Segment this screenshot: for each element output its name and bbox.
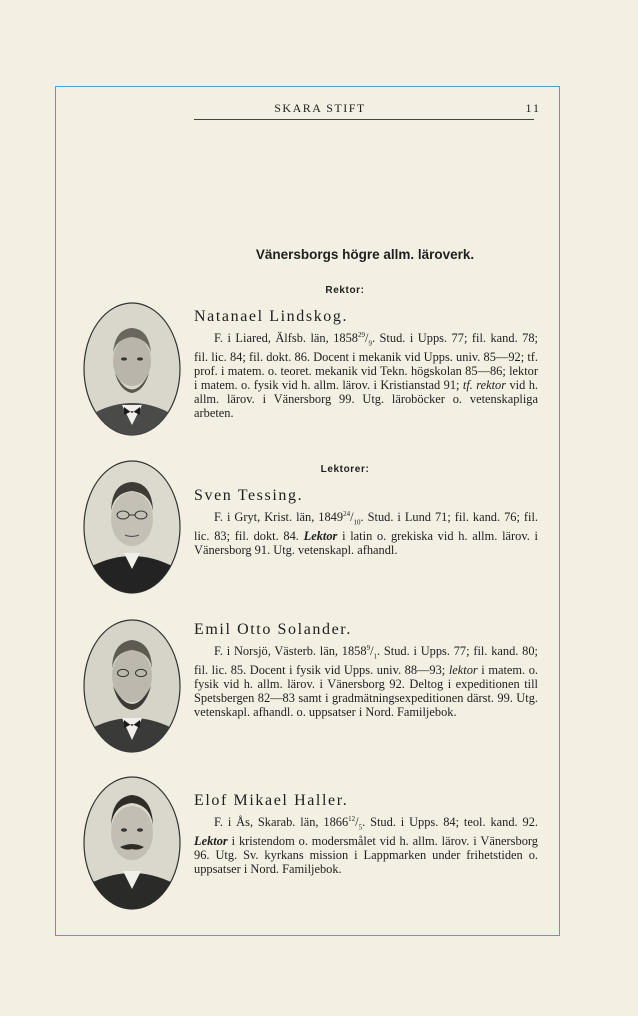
entry-1 xyxy=(194,308,538,420)
entry-name: Natanael Lindskog. xyxy=(194,308,349,325)
page-number: 11 xyxy=(525,101,541,115)
entry-4 xyxy=(194,792,538,877)
running-head: SKARA STIFT xyxy=(274,101,366,115)
entry-name: Emil Otto Solander. xyxy=(194,621,352,638)
entry-2 xyxy=(194,487,538,558)
header-rule xyxy=(194,119,534,120)
school-title: Vänersborgs högre allm. läroverk. xyxy=(255,247,475,262)
entry-name: Sven Tessing. xyxy=(194,487,304,504)
portrait-1 xyxy=(82,301,182,437)
entry-text: F. i Norsjö, Västerb. län, $1858^9/_1$. Stud. i Upps. 77; fil. kand. 80; fil. lic. 85. Docent i fysik vid Upps. univ. 88—93; lektor i matem. o. fysik vid h. allm. lärov. i Vänersborg 92. Deltog i expeditionen till Spetsbergen 82—83 samt i gradmätningsexpeditionen därst. 99. Utg. vetenskapl. afhandl. o. uppsatser i Nord. Familjebok. xyxy=(194,644,538,719)
entry-text: F. i Ås, Skarab. län, $1866^{12}/_5$. Stud. i Upps. 84; teol. kand. 92. Lektor i kristendom o. modersmålet vid h. allm. lärov. i Vänersborg 96. Utg. Sv. kyrkans mission i Lappmarken under frihetstiden o. uppsatser i Nord. Familjebok. xyxy=(194,815,538,876)
portrait-2 xyxy=(82,459,182,595)
entry-name: Elof Mikael Haller. xyxy=(194,792,349,809)
portrait-4 xyxy=(82,775,182,911)
section-label-rektor: Rektor: xyxy=(325,285,365,296)
section-label-lektorer: Lektorer: xyxy=(320,464,370,475)
entry-text: F. i Gryt, Krist. län, $1849^{24}/_{10}$. Stud. i Lund 71; fil. kand. 76; fil. lic. 83; fil. dokt. 84. Lektor i latin o. grekiska vid h. allm. lärov. i Vänersborg 91. Utg. vetenskapl. afhandl. xyxy=(194,510,538,558)
portrait-3 xyxy=(82,618,182,754)
entry-text: F. i Liared, Älfsb. län, $1858^{29}/_9$. Stud. i Upps. 77; fil. kand. 78; fil. lic. 84; fil. dokt. 86. Docent i mekanik vid Upps. univ. 85—92; tf. prof. i matem. o. teoret. mekanik vid Tekn. högskolan 85—86; lektor i matem. o. fysik vid h. allm. lärov. i Kristianstad 91; tf. rektor vid h. allm. lärov. i Vänersborg 99. Utg. läroböcker o. vetenskapliga arbeten. xyxy=(194,331,539,420)
entry-3 xyxy=(194,621,538,720)
